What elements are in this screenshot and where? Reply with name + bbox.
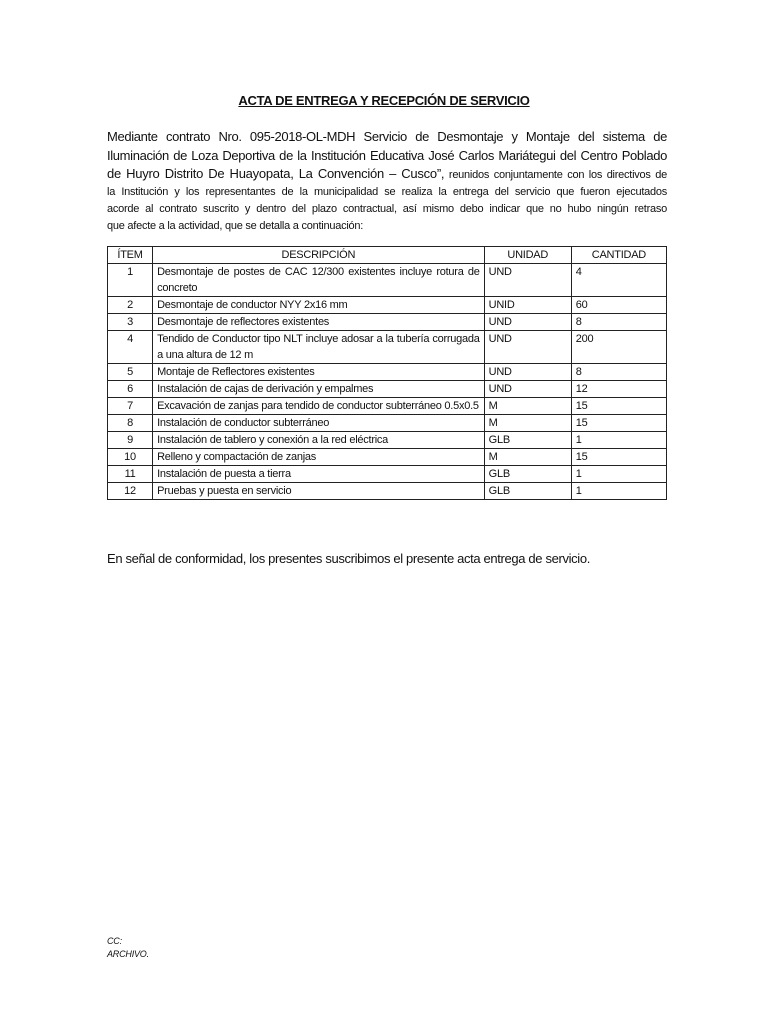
table-body	[108, 264, 667, 500]
intro-line-mixed	[107, 165, 667, 184]
item-number-cell: 3	[108, 314, 153, 331]
item-number-cell: 6	[108, 381, 153, 398]
intro-line: la Institución y los representantes de la municipalidad se realiza la entrega del servicio que fueron ejecutados	[107, 186, 667, 198]
quantity-cell: 12	[571, 381, 666, 398]
description-cell: Montaje de Reflectores existentes	[153, 364, 485, 381]
table-row	[108, 398, 667, 415]
quantity-cell: 8	[571, 314, 666, 331]
unit-cell: UND	[484, 381, 571, 398]
description-cell: Instalación de cajas de derivación y empalmes	[153, 381, 485, 398]
description-cell: Relleno y compactación de zanjas	[153, 449, 485, 466]
item-number-cell: 10	[108, 449, 153, 466]
document-title: ACTA DE ENTREGA Y RECEPCIÓN DE SERVICIO	[238, 93, 530, 108]
table-row	[108, 415, 667, 432]
quantity-cell: 1	[571, 483, 666, 500]
description-cell: Instalación de puesta a tierra	[153, 466, 485, 483]
quantity-cell: 1	[571, 466, 666, 483]
quantity-cell: 15	[571, 449, 666, 466]
table-row	[108, 381, 667, 398]
intro-line: Mediante contrato Nro. 095-2018-OL-MDH Servicio de Desmontaje y Montaje del sistema de	[107, 129, 667, 144]
description-cell: Desmontaje de postes de CAC 12/300 existentes incluye rotura de concreto	[153, 264, 485, 297]
header-item: ÍTEM	[108, 247, 153, 264]
item-number-cell: 1	[108, 264, 153, 297]
copy-notice	[107, 935, 149, 961]
description-cell: Tendido de Conductor tipo NLT incluye adosar a la tubería corrugada a una altura de 12 m	[153, 331, 485, 364]
intro-line-part: reunidos conjuntamente con los directivos de	[448, 169, 667, 181]
item-number-cell: 9	[108, 432, 153, 449]
cc-label: CC:	[107, 936, 122, 946]
items-table	[107, 246, 667, 500]
description-cell: Pruebas y puesta en servicio	[153, 483, 485, 500]
header-unit: UNIDAD	[484, 247, 571, 264]
description-cell: Instalación de conductor subterráneo	[153, 415, 485, 432]
table-row	[108, 297, 667, 314]
description-cell: Desmontaje de reflectores existentes	[153, 314, 485, 331]
item-number-cell: 5	[108, 364, 153, 381]
quantity-cell: 1	[571, 432, 666, 449]
intro-line: Iluminación de Loza Deportiva de la Institución Educativa José Carlos Mariátegui del Centro Poblado	[107, 148, 667, 163]
quantity-cell: 60	[571, 297, 666, 314]
unit-cell: UND	[484, 264, 571, 297]
table-row	[108, 483, 667, 500]
item-number-cell: 8	[108, 415, 153, 432]
unit-cell: UND	[484, 364, 571, 381]
table-row	[108, 264, 667, 297]
item-number-cell: 12	[108, 483, 153, 500]
unit-cell: GLB	[484, 483, 571, 500]
item-number-cell: 7	[108, 398, 153, 415]
table-row	[108, 314, 667, 331]
unit-cell: M	[484, 415, 571, 432]
description-cell: Desmontaje de conductor NYY 2x16 mm	[153, 297, 485, 314]
unit-cell: GLB	[484, 432, 571, 449]
conformity-statement: En señal de conformidad, los presentes suscribimos el presente acta entrega de servicio.	[107, 551, 590, 566]
cc-value: ARCHIVO.	[107, 949, 149, 959]
item-number-cell: 11	[108, 466, 153, 483]
unit-cell: M	[484, 398, 571, 415]
header-description: DESCRIPCIÓN	[153, 247, 485, 264]
description-cell: Instalación de tablero y conexión a la red eléctrica	[153, 432, 485, 449]
intro-paragraph	[107, 127, 667, 235]
unit-cell: UND	[484, 314, 571, 331]
item-number-cell: 2	[108, 297, 153, 314]
table-header-row	[108, 247, 667, 264]
unit-cell: UND	[484, 331, 571, 364]
unit-cell: GLB	[484, 466, 571, 483]
quantity-cell: 200	[571, 331, 666, 364]
table-row	[108, 331, 667, 364]
item-number-cell: 4	[108, 331, 153, 364]
table-row	[108, 432, 667, 449]
table-row	[108, 364, 667, 381]
header-quantity: CANTIDAD	[571, 247, 666, 264]
quantity-cell: 8	[571, 364, 666, 381]
table-row	[108, 466, 667, 483]
quantity-cell: 15	[571, 415, 666, 432]
table-row	[108, 449, 667, 466]
unit-cell: UNID	[484, 297, 571, 314]
quantity-cell: 4	[571, 264, 666, 297]
description-cell: Excavación de zanjas para tendido de conductor subterráneo 0.5x0.5	[153, 398, 485, 415]
quantity-cell: 15	[571, 398, 666, 415]
intro-line: acorde al contrato suscrito y dentro del plazo contractual, así mismo debo indicar que no hubo ningún retraso	[107, 203, 667, 215]
unit-cell: M	[484, 449, 571, 466]
intro-line-part: de Huyro Distrito De Huayopata, La Convención – Cusco”,	[107, 166, 445, 181]
intro-line: que afecte a la actividad, que se detalla a continuación:	[107, 220, 364, 232]
